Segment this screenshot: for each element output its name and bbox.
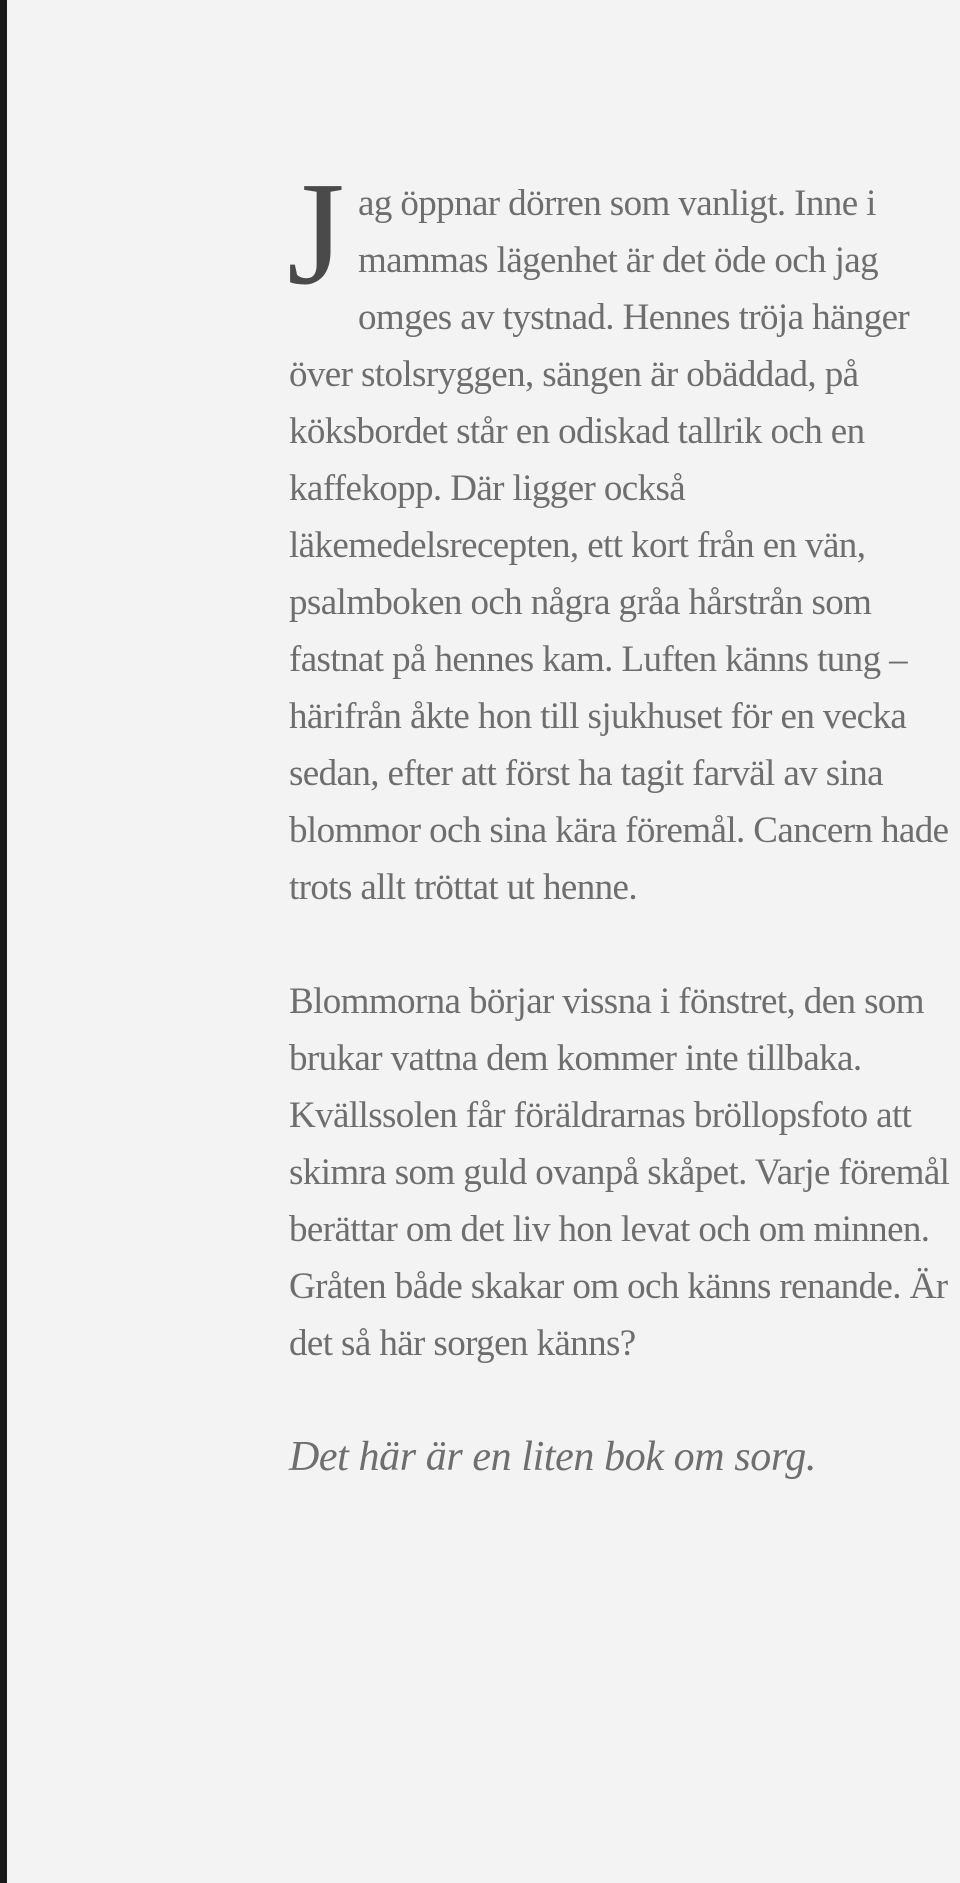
drop-cap-letter: J	[287, 152, 344, 316]
tagline: Det här är en liten bok om sorg.	[289, 1434, 816, 1480]
paragraph-2: Blommorna börjar vissna i fönstret, den som brukar vattna dem kommer inte tillbaka. Kvällssolen får föräldrarnas bröllopsfoto att skimra som guld ovanpå skåpet. Varje föremål berättar om det liv hon levat och om minnen. Gråten både skakar om och känns renande. Är det så här sorgen känns?	[289, 981, 950, 1364]
paragraph-1	[287, 152, 951, 916]
story-text-block	[287, 152, 951, 1486]
paragraph-1-text: ag öppnar dörren som vanligt. Inne i mammas lägenhet är det öde och jag omges av tystnad. Hennes tröja hänger över stolsryggen, sängen är obäddad, på köksbordet står en odiskad tallrik och en kaffekopp. Där ligger också läkemedelsrecepten, ett kort från en vän, psalmboken och några gråa hårstrån som fastnat på hennes kam. Luften känns tung – härifrån åkte hon till sjukhuset för en vecka sedan, efter att först ha tagit farväl av sina blommor och sina kära föremål. Cancern hade trots allt tröttat ut henne.	[289, 183, 949, 908]
page-left-edge	[0, 0, 7, 1883]
